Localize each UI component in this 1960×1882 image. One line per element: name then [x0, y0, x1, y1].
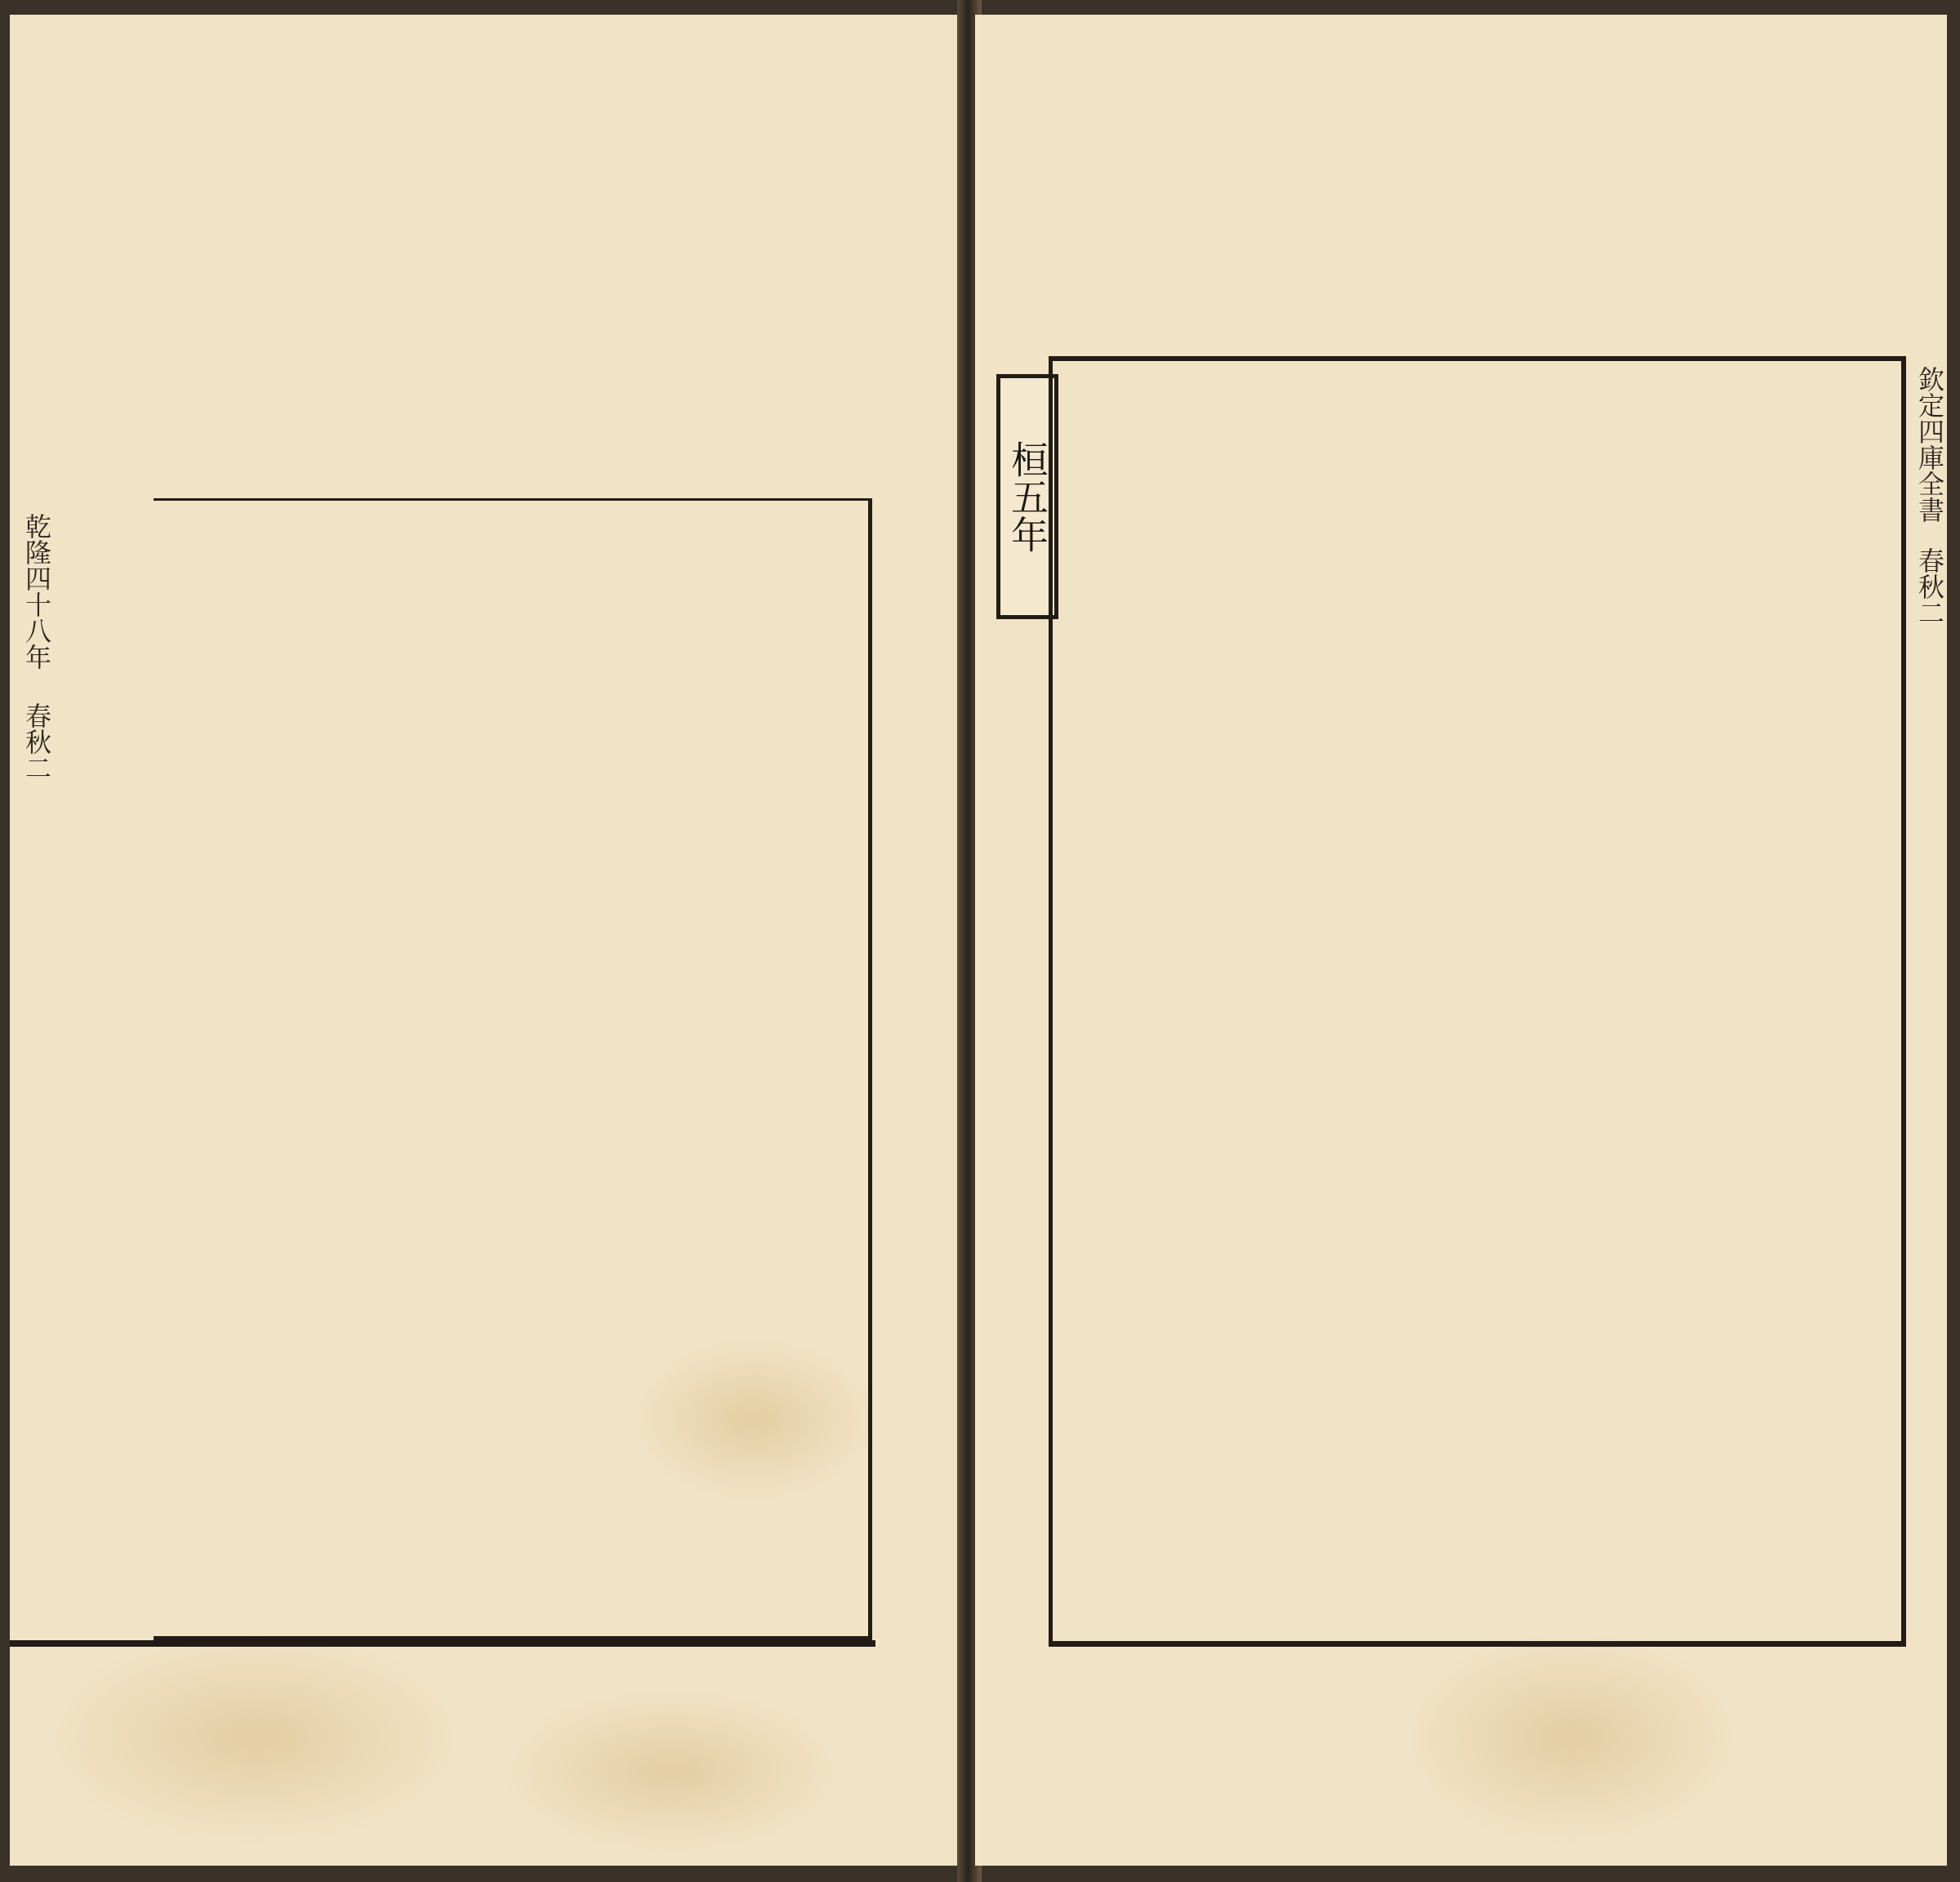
chapter-tab-label: 桓五年 [1005, 440, 1049, 553]
left-margin-note-bottom: 春秋二 [21, 702, 52, 781]
right-margin-note [1911, 366, 1947, 626]
left-text-frame [154, 498, 872, 1642]
right-page [975, 15, 1947, 1866]
right-columns [1067, 374, 1891, 1632]
right-text-frame [1049, 356, 1906, 1647]
left-columns [156, 512, 858, 1623]
left-margin-note-top: 乾隆四十八年 [21, 513, 52, 670]
right-margin-note-side: 春秋二 [1914, 547, 1945, 626]
left-page [10, 15, 964, 1866]
right-margin-note-top: 欽定四庫全書 [1914, 366, 1945, 523]
left-margin-note [18, 513, 56, 781]
